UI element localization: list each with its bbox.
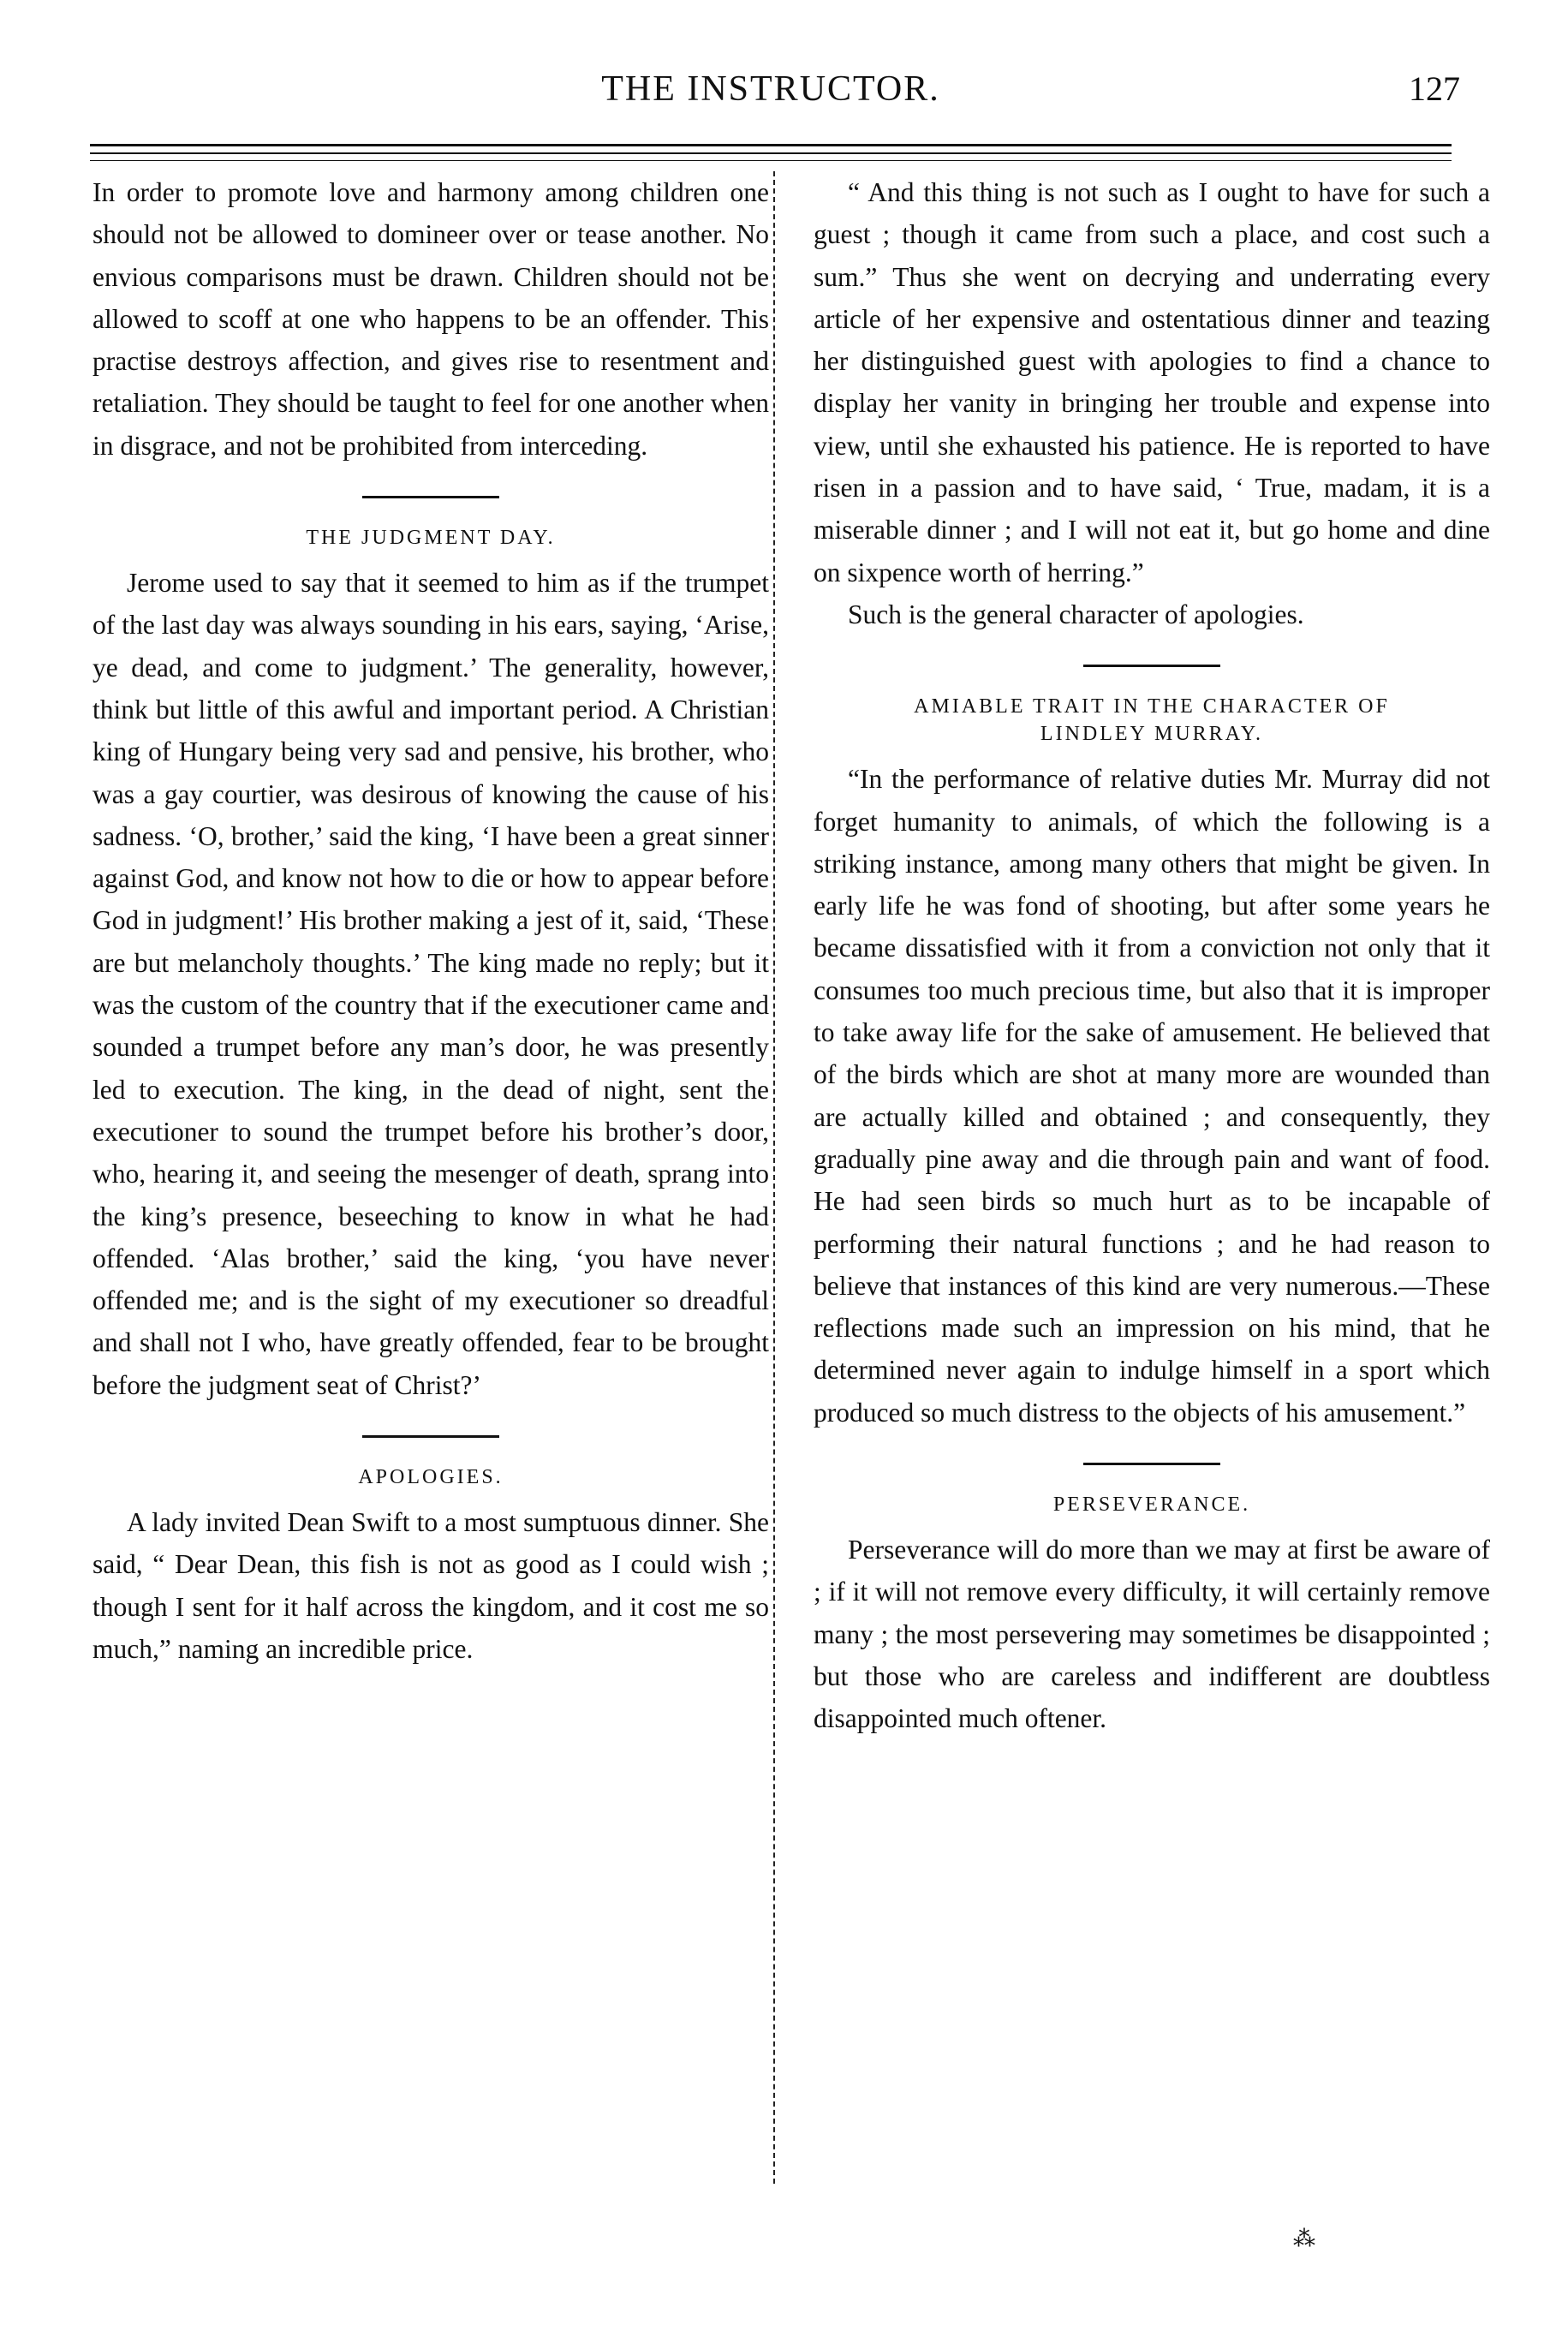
murray-paragraph: “In the performance of relative duties Mr. Murray did not forget humanity to animals, of which the following is a striking instance, among many others that might be given. In early life he was fond of shooting, but after some years he became dissatisfied with it from a conviction not only that it consumes too much precious time, but also that it is improper to take away life for the sake of amusement. He believed that of the birds which are shot at many more are wounded than are actually killed and obtained ; and consequently, they gradually pine away and die through pain and want of food. He had seen birds so much hurt as to be incapable of performing their natural functions ; and he had reason to believe that instances of this kind are very numerous.—These reflections made such an impression on his mind, that he determined never again to indulge himself in a sport which produced so much distress to the objects of his amusement.” (814, 764, 1490, 1428)
right-column (814, 171, 1490, 1740)
apologies-heading: APOLOGIES. (358, 1466, 504, 1489)
judgment-day-heading: THE JUDGMENT DAY. (306, 527, 556, 550)
perseverance-heading: PERSEVERANCE. (1052, 1493, 1251, 1517)
section-separator (1083, 1463, 1220, 1465)
header-rule (90, 144, 1452, 146)
section-separator (1083, 665, 1220, 667)
end-ornament-icon: ⁂ (1293, 2227, 1315, 2251)
section-separator (362, 496, 499, 498)
header-rule (90, 160, 1452, 161)
column-divider (773, 171, 775, 2184)
murray-heading (814, 693, 1490, 748)
murray-heading-line-1: AMIABLE TRAIT IN THE CHARACTER OF (914, 695, 1390, 718)
apologies-continued-paragraph: “ And this thing is not such as I ought to have for such a guest ; though it came from such a place, and cost such a sum.” Thus she went on decrying and underrating every article of her expensive and ostentatious dinner and teazing her distinguished guest with apologies to find a chance to display her vanity in bringing her trouble and expense into view, until she exhausted his patience. He is reported to have risen in a passion and to have said, ‘ True, madam, it is a miserable dinner ; and I will not eat it, but go home and dine on sixpence worth of herring.” (814, 177, 1490, 587)
perseverance-paragraph: Perseverance will do more than we may at first be aware of ; if it will not remove every difficulty, it will certainly remove many ; the most persevering may sometimes be disappointed ; but those who are careless and indifferent are doubtless disappointed much oftener. (814, 1535, 1490, 1734)
judgment-day-paragraph: Jerome used to say that it seemed to him as if the trumpet of the last day was always sounding in his ears, saying, ‘Arise, ye dead, and come to judgment.’ The generality, however, think but little of this awful and important period. A Christian king of Hungary being very sad and pensive, his brother, who was a gay courtier, was desirous of knowing the cause of his sadness. ‘O, brother,’ said the king, ‘I have been a great sinner against God, and know not how to die or how to appear before God in judgment!’ His brother making a jest of it, said, ‘These are but melancholy thoughts.’ The king made no reply; but it was the custom of the country that if the executioner came and sounded a trumpet before any man’s door, he was presently led to execution. The king, in the dead of night, sent the executioner to sound the trumpet before his brother’s door, who, hearing it, and seeing the mesenger of death, sprang into the king’s presence, beseeching to know in what he had offended. ‘Alas brother,’ said the king, ‘you have never offended me; and is the sight of my executioner so dreadful and shall not I who, have greatly offended, fear to be brought before the judgment seat of Christ?’ (92, 568, 769, 1400)
page-header (81, 69, 1460, 120)
left-column (92, 171, 769, 1670)
page-number: 127 (1409, 69, 1460, 108)
intro-paragraph: In order to promote love and harmony among children one should not be allowed to domineer over or tease another. No envious comparisons must be drawn. Children should not be allowed to scoff at one who happens to be an offender. This practise destroys affection, and gives rise to resentment and retaliation. They should be taught to feel for one another when in disgrace, and not be prohibited from interceding. (92, 177, 769, 461)
section-separator (362, 1435, 499, 1438)
murray-heading-line-2: LINDLEY MURRAY. (1040, 723, 1264, 746)
running-title: THE INSTRUCTOR. (601, 69, 940, 109)
header-rule (90, 152, 1452, 154)
apologies-summary: Such is the general character of apologies. (848, 599, 1304, 629)
apologies-paragraph: A lady invited Dean Swift to a most sumptuous dinner. She said, “ Dear Dean, this fish is not as good as I could wish ; though I sent for it half across the kingdom, and it cost me so much,” naming an incredible price. (92, 1507, 769, 1664)
